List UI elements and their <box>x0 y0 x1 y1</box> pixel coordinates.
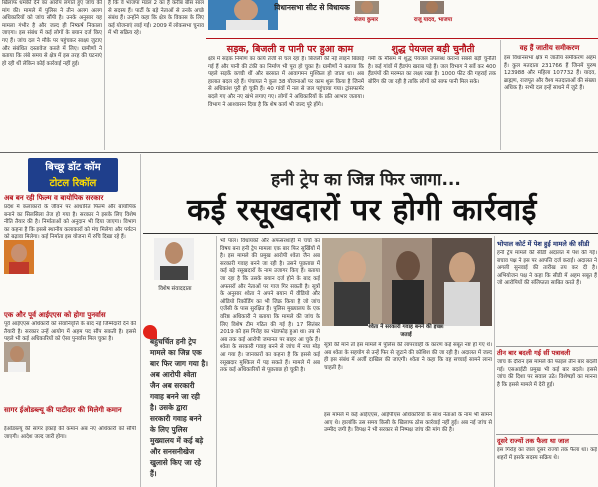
person-photo-2 <box>420 0 444 14</box>
main-article-3-text: इस मामले में कई आईएएस, आईपीएस अधिकारियों के साथ नेताओं के नाम भी सामने आए थे। हालांकि उस समय किसी के खिलाफ ठोस कार्रवाई नहीं हुई। अब नई जांच से उम्मीद जगी है। विपक्ष ने भी सरकार से निष्पक्ष जांच की मांग की है। <box>324 412 492 434</box>
person-photo-1 <box>355 0 379 14</box>
main-kicker: हनी ट्रेप का जिन्न फिर जागा... <box>271 170 461 190</box>
right-story3-article <box>497 447 597 487</box>
road-water-article <box>208 56 364 148</box>
left-story2-article <box>4 321 136 403</box>
main-article-2-text: सूत्रों की मानें तो इस मामले में पुलिस की लापरवाही के कारण कई सबूत नष्ट हो गए थे। अब श्वेता के सहयोग से उन्हें फिर से जुटाने की कोशिश की जा रही है। अदालत में जल्द ही इस संबंध में अर्जी दाखिल की जाएगी। श्वेता ने कहा कि वह सच्चाई सामने लाना चाहती है। <box>324 342 492 371</box>
main-headline: कई रसूखदारों पर होगी कार्रवाई <box>187 193 537 228</box>
left-story3-head: सागर ईओडब्ल्यू की पाटीदार की मिलेगी कमान <box>4 406 122 414</box>
right-story1-head: भोपाल कोर्ट में पेश हुई मामले की सीडी <box>497 240 590 248</box>
column-divider <box>104 0 105 150</box>
pure-water-head: शुद्ध पेयजल बड़ी चुनौती <box>391 44 475 55</box>
right-story1-text: हनी ट्रेप मामले की सीडी अदालत में पेश की गई। बचाव पक्ष ने इस पर आपत्ति दर्ज कराई। अदालत ने अगली सुनवाई की तारीख तय कर दी है। अभियोजन पक्ष ने कहा कि सीडी में अहम सबूत हैं जो आरोपियों की संलिप्तता साबित करते हैं। <box>497 250 597 287</box>
column-divider <box>216 236 217 487</box>
road-water-head: सड़क, बिजली व पानी पर हुआ काम <box>226 44 354 55</box>
pure-water-text: गर्मी के मौसम में शुद्ध पेयजल उपलब्ध कराना सबसे बड़ी चुनौती है। कई गांवों में हैंडपंप खराब पड़े हैं। जल विभाग ने सर्वे कर 400 हैंडपंपों की मरम्मत का लक्ष्य रखा है। 1000 फीट की गहराई तक बोरिंग की जा रही है ताकि लोगों को साफ पानी मिल सके। <box>368 56 496 85</box>
caste-equation-article <box>504 55 596 150</box>
left-story3-article <box>4 426 136 487</box>
road-water-text: क्षेत्र में सड़क निर्माण का कार्य तेजी से चल रहा है। बिजली की नई लाइनें बिछाई गई हैं और पानी की टंकी का निर्माण भी पूरा हो चुका है। ग्रामीणों ने बताया कि पहले सड़कें कच्ची थीं और बरसात में आवागमन मुश्किल हो जाता था। अब हालात बदल रहे हैं। पंचायत ने कुल 38 योजनाओं पर काम शुरू किया है जिनमें से अधिकांश पूरी हो चुकी हैं। 40 गांवों में नल से जल पहुंचाया गया। ट्रांसफार्मर बदले गए और नए खंभे लगाए गए। लोगों ने अधिकारियों के प्रति आभार जताया। विभाग ने आश्वासन दिया है कि शेष कार्य भी जल्द पूरे होंगे। <box>208 56 364 108</box>
masthead-subtitle: टोटल रिकॉल <box>49 178 97 189</box>
main-photo-image <box>322 238 492 326</box>
main-article-2 <box>324 342 492 410</box>
main-photo <box>322 238 492 326</box>
masthead-title: बिच्छू डॉट कॉम <box>45 162 101 173</box>
band-rule <box>0 152 598 153</box>
left-story1-head: अब बन रही फिल्म व बायोपिक सरकार <box>4 194 104 202</box>
column-divider <box>140 154 141 487</box>
right-story2-text: जांच के दौरान इस मामले की फाइल तीन बार बदली गई। एसआईटी प्रमुख भी कई बार बदले। इससे जांच की दिशा पर सवाल उठे। विशेषज्ञों का मानना है कि इससे मामले में देरी हुई। <box>497 359 597 388</box>
caste-equation-head: वह हैं जातीय समीकरण <box>519 44 580 52</box>
left-story2-text: पूर्व आईएएस अधिकारी को सेवानिवृत्ति के बाद नई जिम्मेदारी देने की तैयारी है। सरकार उन्हें आयोग में अहम पद सौंप सकती है। इससे पहले भी कई अधिकारियों को ऐसा पुनर्वास मिल चुका है। <box>4 321 136 343</box>
main-quote: बहुचर्चित हनी ट्रेप मामले का जिन्न एक बार फिर जाग गया है। अब आरोपी श्वेता जैन अब सरकारी गवाह बनने जा रही है। उसके द्वारा सरकारी गवाह बनने के लिए पुलिस मुख्यालय में कई बड़े और सनसनीखेज खुलासे किए जा रहे हैं। <box>150 337 208 478</box>
reporter-caption: विशेष संवाददाता <box>158 286 192 292</box>
caste-equation-text: इस विधानसभा क्षेत्र में जातीय समीकरण अहम हैं। कुल मतदाता 231766 हैं जिनमें पुरुष 123988 और महिला 107732 हैं। यादव, ब्राह्मण, राजपूत और वैश्य मतदाताओं की संख्या अधिक है। सभी दल इन्हें साधने में जुटे हैं। <box>504 55 596 92</box>
left-story1-article <box>4 204 136 308</box>
politician-photo-image <box>208 0 278 30</box>
person-caption-2: राजू यादव, भाजपा <box>413 17 453 23</box>
column-divider <box>500 40 501 150</box>
top-mid-article <box>108 0 204 148</box>
right-rule <box>496 346 598 347</box>
left-story1-text: प्रदेश में कलाकारों के जीवन पर आधारित फिल्में और बायोपिक बनाने का सिलसिला तेज हो गया है। सरकार ने इसके लिए विशेष नीति तैयार की है। निर्माताओं को अनुदान भी दिया जाएगा। विभाग का कहना है कि इससे स्थानीय कलाकारों को मंच मिलेगा और पर्यटन को बढ़ावा मिलेगा। कई निर्माता इस योजना में रुचि दिखा रहे हैं। <box>4 204 136 241</box>
person-caption-1: संजय कुमार <box>353 17 379 23</box>
pure-water-article <box>368 56 496 136</box>
left-story3-text: ईओडब्ल्यू की सागर इकाई की कमान अब नए अधिकारी को सौंपी जाएगी। आदेश जल्द जारी होगा। <box>4 426 136 440</box>
top-mid-article-text: है कि वे भाजपा मंडल 2 का है करीब बीस साल से सदस्य हैं। पार्टी के बड़े नेताओं से उनके अच्छे संबंध हैं। उन्होंने कहा कि क्षेत्र के विकास के लिए कई योजनाएं लाई गईं। 2009 में लोकसभा चुनाव में भी सक्रिय रहे। <box>108 0 204 37</box>
top-left-article-text: खिलाफ धमकी देने का आरोप लगाते हुए जांच की मांग की। मामले में पुलिस ने तीन अलग अलग अधिकारियों को जांच सौंपी है। उनके अनुसार यह मामला गंभीर है और जल्द ही निष्कर्ष निकाला जाएगा। इस संबंध में कई लोगों के बयान दर्ज किए गए हैं। जांच दल ने मौके पर पहुंचकर साक्ष्य जुटाए और संबंधित दस्तावेज कब्जे में लिए। ग्रामीणों ने बताया कि लंबे समय से क्षेत्र में इस तरह की घटनाएं हो रही थीं लेकिन कोई कार्रवाई नहीं हुई। <box>2 0 102 67</box>
right-story3-text: इस गिरोह का जाल दूसरे राज्यों तक फैला था। कई शहरों में इसके सदस्य सक्रिय थे। <box>497 447 597 461</box>
main-article-3 <box>324 412 492 487</box>
person-photo-1-image <box>355 1 379 14</box>
masthead-box <box>28 158 118 192</box>
top-left-article <box>2 0 102 148</box>
politician-caption: विधानसभा सीट से विधायक <box>274 3 350 12</box>
top-rule <box>206 38 598 39</box>
main-photo-caption: श्वेता ने सरकारी गवाह बनने की इच्छा जताई <box>368 324 444 338</box>
headline-rule <box>143 233 598 234</box>
reporter-photo <box>154 238 194 280</box>
politician-photo <box>208 0 278 30</box>
right-rule <box>496 434 598 435</box>
main-article-text: भो पाल। विधायकों और अफसरशाही में चर्चा का विषय बना हनी ट्रेप मामला एक बार फिर सुर्खियों में है। इस मामले की प्रमुख आरोपी श्वेता जैन अब सरकारी गवाह बनने जा रही है। उसने पूछताछ में कई बड़े रसूखदारों के नाम उजागर किए हैं। बताया जा रहा है कि उसके बयान दर्ज होने के बाद कई अफसरों और नेताओं पर गाज गिर सकती है। सूत्रों के अनुसार श्वेता ने अपने बयान में वीडियो और ऑडियो रिकॉर्डिंग का भी जिक्र किया है जो जांच एजेंसी के पास सुरक्षित हैं। पुलिस मुख्यालय के एक वरिष्ठ अधिकारी ने बताया कि मामले की जांच के लिए विशेष टीम गठित की गई है। 17 सितंबर 2019 को इस गिरोह का भंडाफोड़ हुआ था। तब से अब तक कई आरोपी जमानत पर बाहर आ चुके हैं। श्वेता के सरकारी गवाह बनने से जांच में नया मोड़ आ गया है। जानकारों का कहना है कि इससे कई रसूखदार मुश्किल में पड़ सकते हैं। मामले में अब तक कई अधिकारियों से पूछताछ हो चुकी है। <box>220 238 320 374</box>
left-story2-head: एक और पूर्व आईएएस को होगा पुनर्वास <box>4 311 106 319</box>
column-divider <box>494 236 495 487</box>
right-story3-head: दूसरे राज्यों तक फैला था जाल <box>497 437 569 445</box>
right-story2-article <box>497 359 597 433</box>
right-story2-head: तीन बार बदली गई सीं पत्रावली <box>497 349 571 357</box>
right-story1-article <box>497 250 597 344</box>
reporter-photo-image <box>154 238 194 280</box>
person-photo-2-image <box>420 1 444 14</box>
main-article <box>220 238 320 487</box>
